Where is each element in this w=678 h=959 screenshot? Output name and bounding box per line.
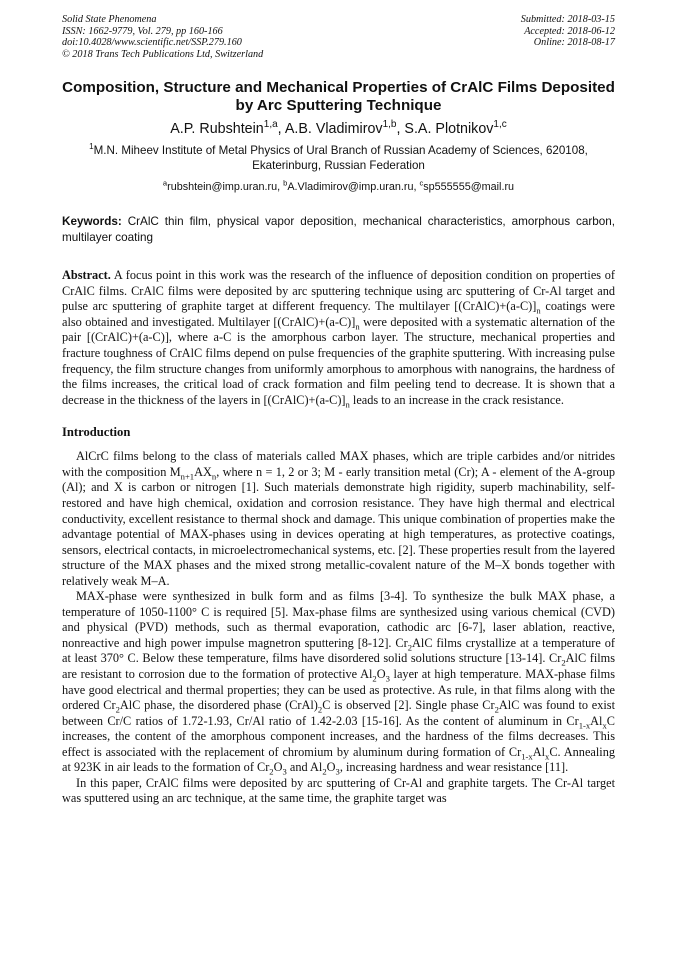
section-heading: Introduction [62,425,131,440]
subscript: 3 [385,673,390,684]
subscript: 2 [322,766,327,777]
author-emails [62,178,615,194]
paragraph-text: AlC phase, the disordered phase (CrAl) [119,698,318,713]
paragraph-text: AlCrC films belong to the class of materials called MAX phases, which are triple carbides and/or nitrides with the composition M [62,449,615,479]
subscript: 1-x [578,720,591,731]
paper-page [62,14,615,807]
publication-dates [521,14,615,60]
submitted-date: Submitted: 2018-03-15 [520,14,615,25]
affiliation-mark: 1 [89,142,94,152]
email-mark: b [283,178,288,188]
body-paragraph [62,449,615,589]
journal-info [62,14,263,60]
paragraph-text: C increases, the content of the amorphous component increases, and the hardness of the films decreases. This effect is associated with the replacement of chromium by aluminum during formation of Cr [62,713,615,759]
paragraph-text: AX [194,464,212,479]
paragraph-text: O [326,760,336,775]
paragraph-text: O [376,667,386,681]
author-name: S.A. Plotnikov [404,121,494,137]
email-mark: a [162,178,168,188]
journal-issn: ISSN: 1662-9779, Vol. 279, pp 160-166 [62,25,223,37]
paragraph-text: and Al [286,760,323,775]
subscript: 2 [115,704,120,715]
subscript: 2 [561,657,566,668]
email-link[interactable]: rubshtein@imp.uran.ru, [167,181,284,193]
paragraph-text: AlC films are resistant to corrosion due to the formation of protective Al [62,651,615,681]
author-separator: , [277,121,285,137]
author-affiliation-mark: 1,a [263,119,278,131]
journal-copyright: © 2018 Trans Tech Publications Ltd, Switzerland [62,48,264,60]
author-name: A.B. Vladimirov [284,121,383,137]
subscript: n+1 [180,471,195,482]
affiliation-text: M.N. Miheev Institute of Metal Physics of Ural Branch of Russian Academy of Sciences, 620108, Ekaterinburg, Russian Federation [93,144,588,172]
subscript: x [545,751,550,762]
author-separator: , [396,121,405,137]
author-list [62,120,615,138]
subscript: 1-x [521,751,533,762]
paragraph-text: layer at high temperature. MAX-phase films have good electrical and thermal properties; they can be used as protective. As rule, in that films along with the ordered Cr [62,667,615,713]
email-link[interactable]: A.Vladimirov@imp.uran.ru, [287,181,420,193]
subscript: 2 [372,673,377,684]
subscript: n [211,471,217,482]
email-link[interactable]: sp555555@mail.ru [423,181,515,193]
abstract-text: were deposited with a systematic alternation of the pair [(CrAlC)+(a-C)], where a-C is the amorphous carbon layer. The structure, mechanical properties and fracture toughness of CrAlC films depend on pulse frequencies of the graphite sputtering. With increasing pulse frequency, the film structure changes from uniformly amorphous to amorphous with nanograins, the hardness of the films increases, the critical load of crack formation and film peeling tend to decrease. It is shown that a decrease in the thickness of the layers in [(CrAlC)+(a-C)] [62,314,615,407]
abstract [62,268,615,408]
email-mark: c [419,178,424,188]
abstract-text: coatings were also obtained and investigated. Multilayer [(CrAlC)+(a-C)] [62,299,615,329]
subscript: x [602,720,607,731]
accepted-date: Accepted: 2018-06-12 [524,25,615,37]
online-date: Online: 2018-08-17 [533,37,615,48]
subscript: 2 [407,642,413,653]
paragraph-text: In this paper, CrAlC films were deposited by arc sputtering of Cr-Al and graphite targets. The Cr-Al target was sputtered using an arc technique, at the same time, the graphite target was [62,775,615,806]
paragraph-text: O [273,760,283,775]
subscript: 2 [317,704,323,715]
author-affiliation-mark: 1,b [382,119,397,131]
abstract-label: Abstract. [62,268,111,282]
affiliation [62,143,615,173]
body-paragraph [62,589,615,776]
paragraph-text: , increasing hardness and wear resistance [11]. [339,760,569,775]
journal-doi[interactable]: doi:10.4028/www.scientific.net/SSP.279.160 [62,37,242,48]
subscript: n [355,321,360,332]
paragraph-text: MAX-phase were synthesized in bulk form and as films [3-4]. To synthesize the bulk MAX phase, a temperature of 1050-1100° C is required [5]. Max-phase films are synthesized using various chemical (CVD) and physical (PVD) methods, such as thermal evaporation, cathodic arc [6-7], laser ablation, reactive, nonreactive and high power impulse magnetron sputtering [8-12]. Cr [62,589,615,650]
paragraph-text: Al [532,744,546,759]
journal-header [62,14,615,60]
journal-name: Solid State Phenomena [62,14,157,25]
author-name: A.P. Rubshtein [170,121,264,137]
abstract-text: A focus point in this work was the research of the influence of deposition condition on properties of CrAlC films. CrAlC films were deposited by arc sputtering technique using arc sputtering of Cr-Al target and pulse arc sputtering of graphite target at different frequency. The multilayer [(CrAlC)+(a-C)] [62,268,615,314]
subscript: 2 [494,704,499,715]
author-affiliation-mark: 1,c [493,119,507,131]
subscript: 3 [282,766,287,777]
subscript: n [345,399,350,410]
paragraph-text: C. Annealing at 923K in air leads to the formation of Cr [62,744,615,775]
keywords-label: Keywords: [62,215,122,228]
paragraph-text: C is observed [2]. Single phase Cr [322,698,495,713]
paragraph-text: , where n = 1, 2 or 3; M - early transition metal (Cr); A - element of the A-group (Al); and X is carbon or nitrogen [1]. Such materials demonstrate high rigidity, superb machinability, self-restored and have high chemical, oxidation and corrosion resistance. They have high thermal and electrical conductivity, excellent resistance to thermal shock and damage. This unique combination of properties make the advantage potential of MAX-phases using in devices operating at high temperatures, as protective coatings, sensors, electrical contacts, in microelectromechanical systems, etc. [2]. These properties result from the layered structure of the MAX phases and the mixed strong metallic-covalent nature of the M–X bonds together with relatively weak M–A. [62,464,616,588]
keywords [62,214,615,245]
subscript: 3 [335,766,340,777]
paragraph-text: AlC films crystallize at a temperature of at least 370° C. Below these temperature, films have disordered solid solutions structure [13-14]. Cr [62,635,615,666]
body-paragraph [62,776,615,807]
subscript: n [536,305,541,316]
keywords-text: CrAlC thin film, physical vapor deposition, mechanical characteristics, amorphous carbon, multilayer coating [62,215,615,244]
paragraph-text: AlC was found to exist between Cr/C ratios of 1.72-1.93, Cr/Al ratio of 1.42-2.03 [15-16]. As the content of aluminum in Cr [62,698,615,728]
paper-title: Composition, Structure and Mechanical Properties of CrAlC Films Deposited by Arc Sputtering Technique [62,79,615,114]
subscript: 2 [269,766,274,777]
abstract-text: leads to an increase in the crack resistance. [349,392,564,407]
paragraph-text: Al [590,713,603,728]
